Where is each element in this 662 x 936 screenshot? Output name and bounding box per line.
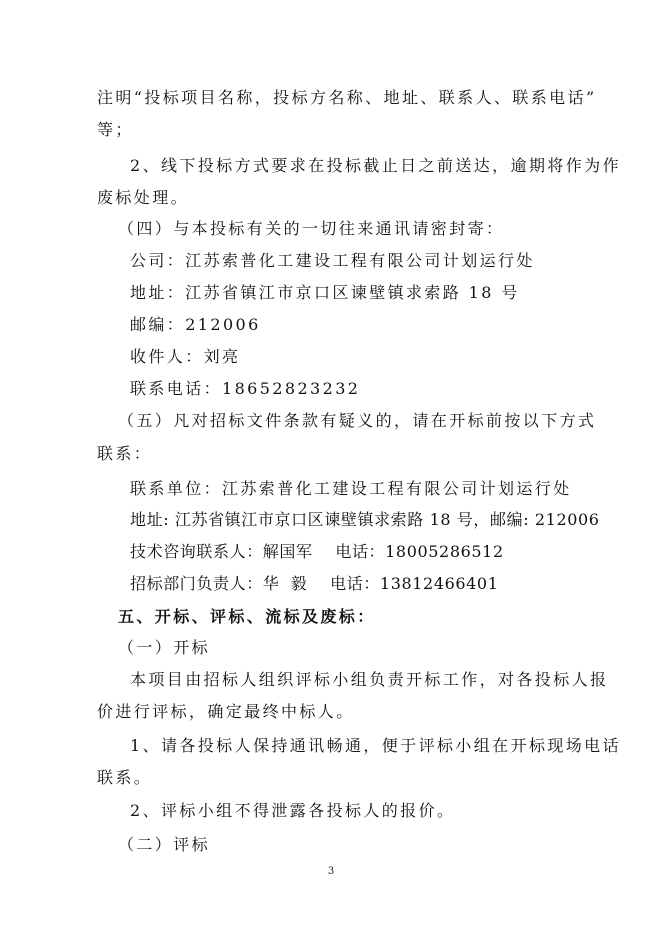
text-line: 地址: 江苏省镇江市京口区谏壁镇求索路 18 号，邮编: 212006 <box>130 510 600 529</box>
text-line: 本项目由招标人组织评标小组负责开标工作，对各投标人报 <box>130 670 609 689</box>
text-line: 联系： <box>97 444 153 463</box>
text-line: 联系电话：18652823232 <box>130 379 361 398</box>
text-line: 1、请各投标人保持通讯畅通，便于评标小组在开标现场电话 <box>130 736 621 755</box>
text-line: 联系。 <box>97 768 153 787</box>
text-line: （一）开标 <box>118 638 211 657</box>
section-heading: 五、开标、评标、流标及废标： <box>118 607 376 626</box>
text-line: 联系单位：江苏索普化工建设工程有限公司计划运行处 <box>130 479 572 498</box>
text-line: 等； <box>97 120 134 139</box>
text-line: （二）评标 <box>118 835 211 854</box>
text-line: 地址：江苏省镇江市京口区谏壁镇求索路 18 号 <box>130 283 520 302</box>
text-line: 注明“投标项目名称，投标方名称、地址、联系人、联系电话” <box>97 88 597 107</box>
text-line: 邮编：212006 <box>130 315 261 334</box>
text-line: 2、评标小组不得泄露各投标人的报价。 <box>130 801 456 820</box>
text-line: 招标部门负责人：华 毅 电话：13812466401 <box>130 574 499 593</box>
text-line: 价进行评标，确定最终中标人。 <box>97 702 355 721</box>
text-line: 2、线下投标方式要求在投标截止日之前送达，逾期将作为作 <box>130 156 621 175</box>
text-line: 技术咨询联系人：解国军 电话：18005286512 <box>130 542 504 561</box>
text-line: 收件人：刘亮 <box>130 347 241 366</box>
page-number: 3 <box>327 866 335 877</box>
text-line: 废标处理。 <box>97 188 190 207</box>
text-line: （五）凡对招标文件条款有疑义的，请在开标前按以下方式 <box>118 411 597 430</box>
text-line: （四）与本投标有关的一切往来通讯请密封寄： <box>118 219 505 238</box>
text-line: 公司：江苏索普化工建设工程有限公司计划运行处 <box>130 251 535 270</box>
